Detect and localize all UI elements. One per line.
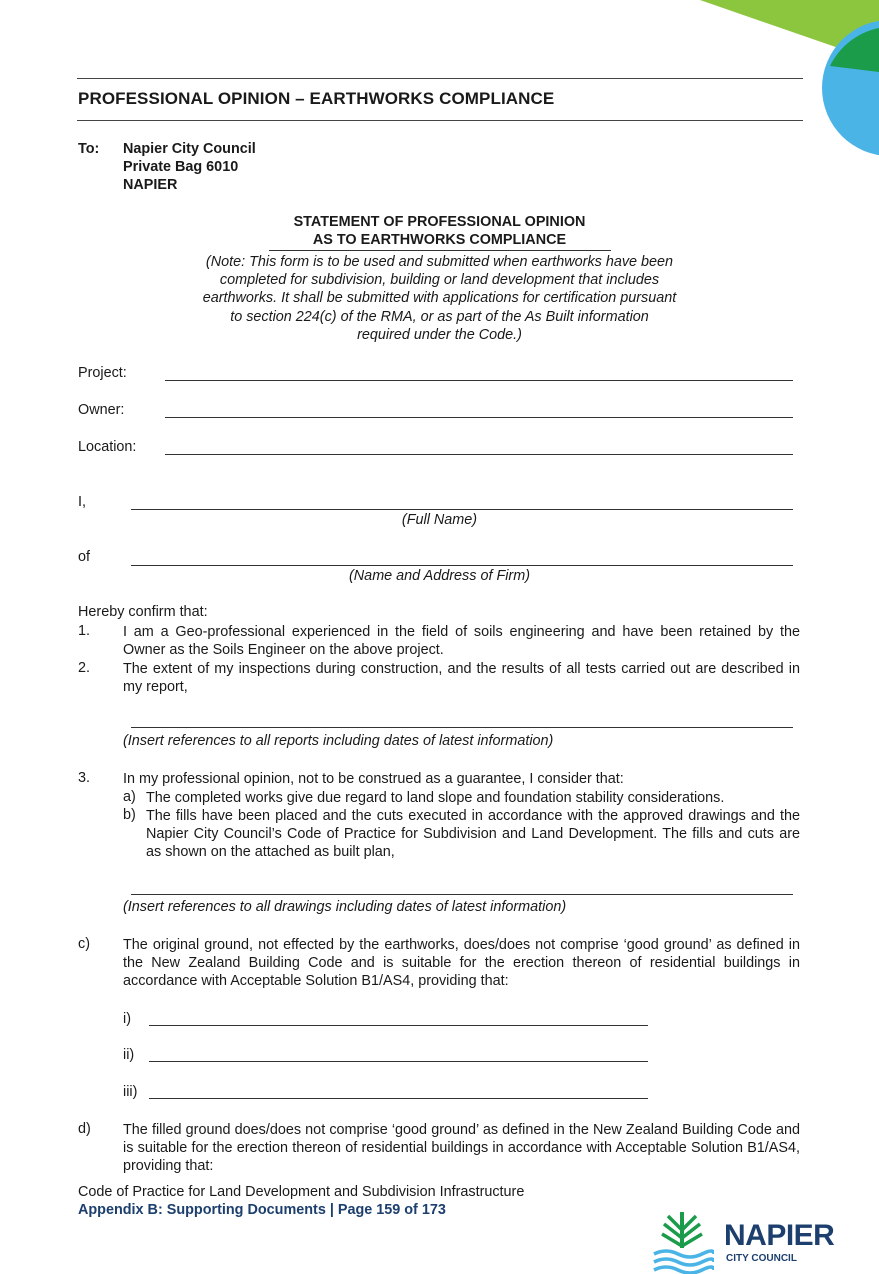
note-line-4: to section 224(c) of the RMA, or as part of the As Built information (230, 309, 649, 325)
i-label: I, (78, 494, 86, 510)
full-name-caption: (Full Name) (401, 512, 478, 528)
address-line-3: NAPIER (123, 177, 178, 193)
note-line-3: earthworks. It shall be submitted with applications for certification pursuant (202, 290, 677, 306)
statement-heading-2: AS TO EARTHWORKS COMPLIANCE (312, 232, 567, 248)
footer-line-2: Appendix B: Supporting Documents | Page 159 of 173 (78, 1202, 446, 1218)
reports-field[interactable] (131, 727, 793, 728)
location-field[interactable] (165, 454, 793, 455)
item-1-number: 1. (78, 623, 91, 639)
corner-decoration (690, 0, 879, 160)
of-label: of (78, 549, 91, 565)
title-underline (77, 120, 803, 121)
full-name-field[interactable] (131, 509, 793, 510)
item-c-text: The original ground, not effected by the earthworks, does/does not comprise ‘good ground’ as defined in the New Zealand Building Code and is suitable for the erection thereon of residential buildings in accordance with Acceptable Solution B1/AS4, providing that: (123, 937, 800, 989)
to-label: To: (78, 141, 100, 157)
address-line-2: Private Bag 6010 (123, 159, 239, 175)
item-3-text: In my professional opinion, not to be construed as a guarantee, I consider that: (123, 771, 624, 787)
item-3a-label: a) (123, 789, 136, 805)
item-c-number: c) (78, 936, 90, 952)
logo-emblem-icon (650, 1208, 714, 1274)
firm-caption: (Name and Address of Firm) (349, 568, 530, 584)
item-3a-text: The completed works give due regard to land slope and foundation stability considerations. (146, 790, 725, 806)
item-d-number: d) (78, 1121, 91, 1137)
footer-line-1: Code of Practice for Land Development and Subdivision Infrastructure (78, 1184, 525, 1200)
page-title: PROFESSIONAL OPINION – EARTHWORKS COMPLIANCE (78, 89, 555, 108)
logo-subtitle: CITY COUNCIL (726, 1253, 797, 1264)
statement-heading-1: STATEMENT OF PROFESSIONAL OPINION (293, 214, 586, 230)
note-line-2: completed for subdivision, building or land development that includes (219, 272, 660, 288)
top-rule (77, 78, 803, 79)
item-3b-text: The fills have been placed and the cuts executed in accordance with the approved drawings and the Napier City Council’s Code of Practice for Subdivision and Land Development. The fills and cuts are as shown on the attached as built plan, (146, 808, 800, 860)
note-line-1: (Note: This form is to be used and submitted when earthworks have been (205, 254, 674, 270)
item-d-text: The filled ground does/does not comprise ‘good ground’ as defined in the New Zealand Building Code and is suitable for the erection thereon of residential buildings in accordance with Acceptable Solution B1/AS4, providing that: (123, 1122, 800, 1174)
statement-underline (269, 250, 611, 251)
project-label: Project: (78, 365, 127, 381)
location-label: Location: (78, 439, 137, 455)
note-line-5: required under the Code.) (357, 327, 522, 343)
item-3-number: 3. (78, 770, 91, 786)
condition-ii-field[interactable] (149, 1061, 648, 1062)
item-2-text: The extent of my inspections during construction, and the results of all tests carried out are described in my report, (123, 661, 800, 695)
drawings-field[interactable] (131, 894, 793, 895)
logo-name: NAPIER (724, 1219, 835, 1252)
address-line-1: Napier City Council (123, 141, 256, 157)
roman-ii-label: ii) (123, 1047, 135, 1063)
firm-field[interactable] (131, 565, 793, 566)
condition-i-field[interactable] (149, 1025, 648, 1026)
napier-logo (650, 1208, 850, 1274)
project-field[interactable] (165, 380, 793, 381)
item-1-text: I am a Geo-professional experienced in the field of soils engineering and have been retained by the Owner as the Soils Engineer on the above project. (123, 624, 800, 658)
item-2-number: 2. (78, 660, 91, 676)
confirm-intro: Hereby confirm that: (78, 604, 208, 620)
owner-field[interactable] (165, 417, 793, 418)
condition-iii-field[interactable] (149, 1098, 648, 1099)
roman-iii-label: iii) (123, 1084, 138, 1100)
item-3b-label: b) (123, 807, 136, 823)
roman-i-label: i) (123, 1011, 131, 1027)
owner-label: Owner: (78, 402, 125, 418)
drawings-caption: (Insert references to all drawings including dates of latest information) (123, 899, 567, 915)
reports-caption: (Insert references to all reports including dates of latest information) (123, 733, 554, 749)
